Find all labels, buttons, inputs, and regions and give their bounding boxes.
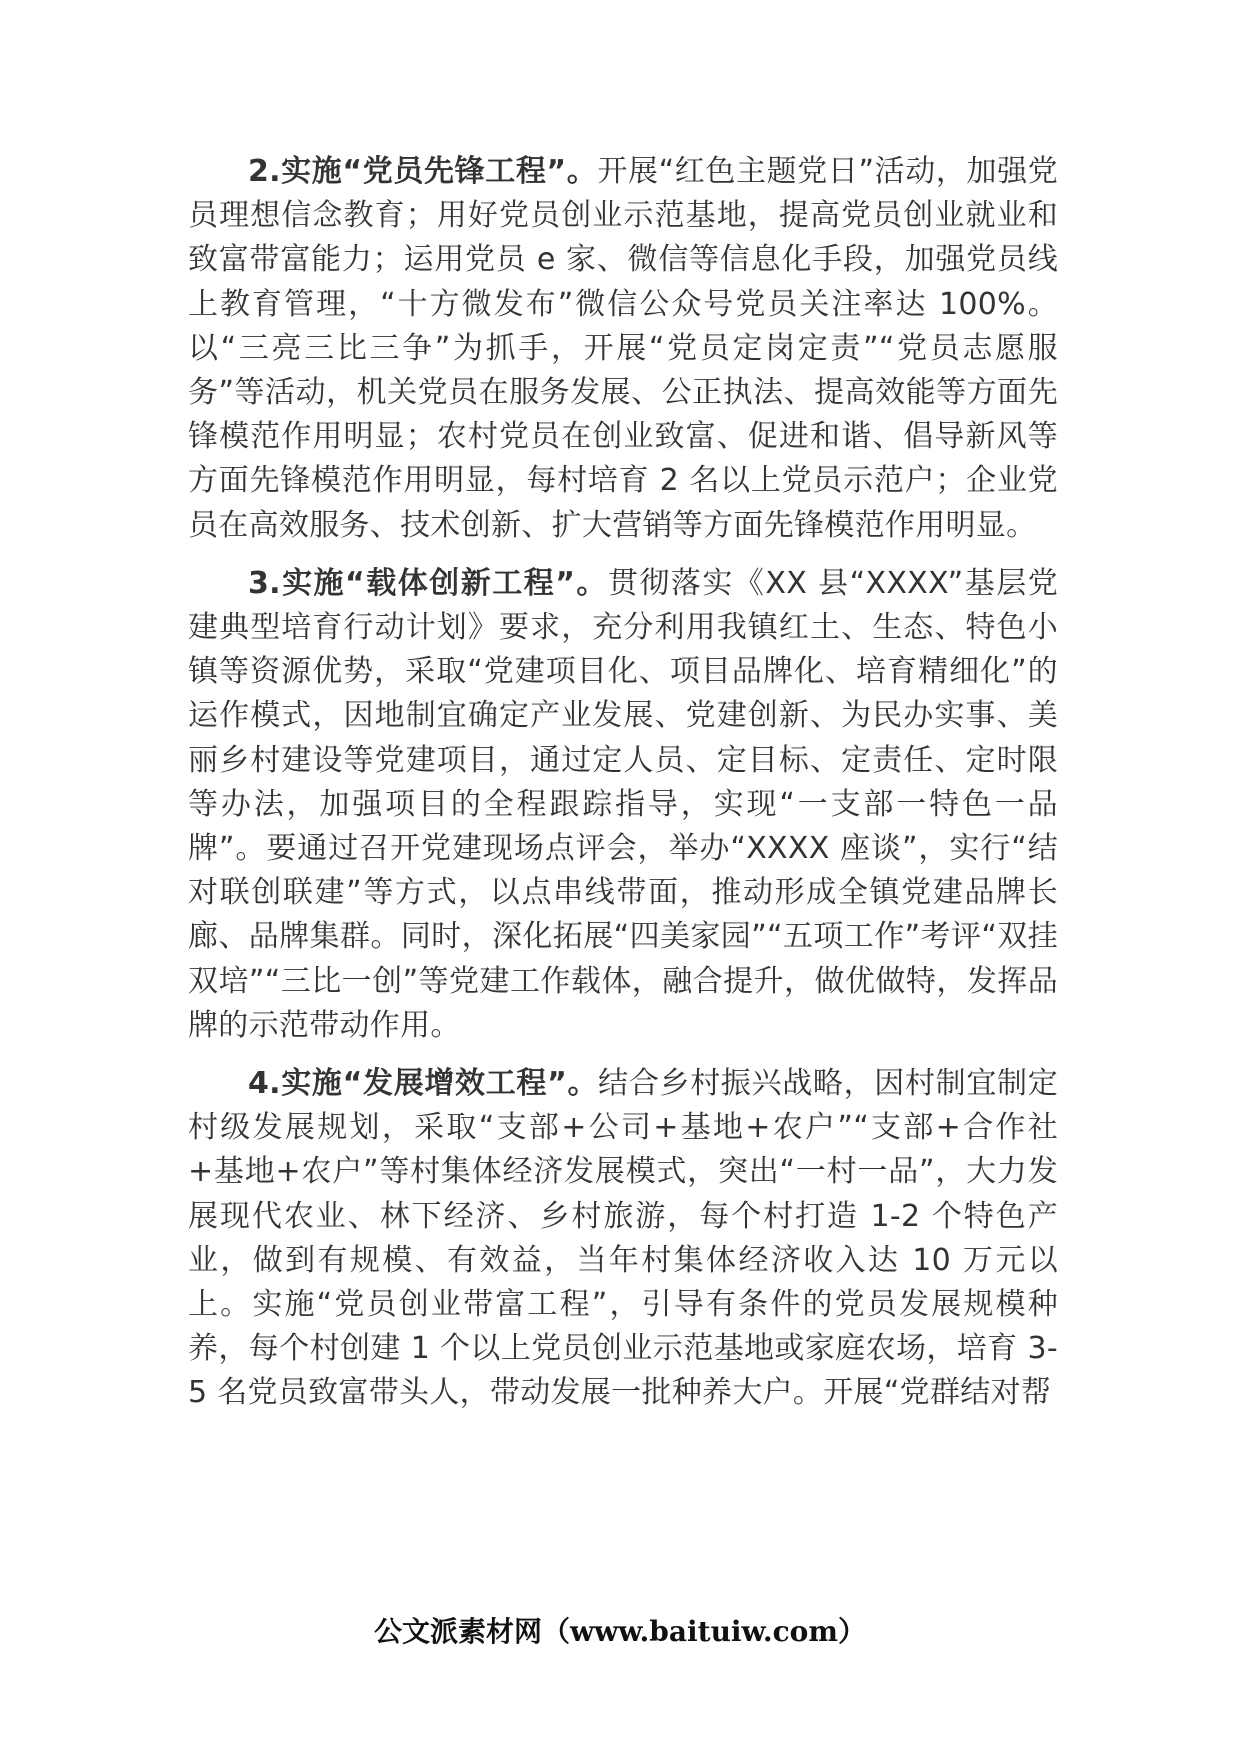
paragraph-heading: 4.实施“发展增效工程”。 (248, 1066, 599, 1102)
document-body (188, 150, 1058, 1430)
paragraph-pioneer-project (188, 150, 1058, 548)
paragraph-text: 贯彻落实《XX 县“XXXX”基层党建典型培育行动计划》要求，充分利用我镇红土、生态、特色小镇等资源优势，采取“党建项目化、项目品牌化、培育精细化”的运作模式，因地制宜确定产业发展、党建创新、为民办实事、美丽乡村建设等党建项目，通过定人员、定目标、定责任、定时限等办法，加强项目的全程跟踪指导，实现“一支部一特色一品牌”。要通过召开党建现场点评会，举办“XXXX 座谈”，实行“结对联创联建”等方式，以点串线带面，推动形成全镇党建品牌长廊、品牌集群。同时，深化拓展“四美家园”“五项工作”考评“双挂双培”“三比一创”等党建工作载体，融合提升，做优做特，发挥品牌的示范带动作用。 (188, 565, 1058, 1043)
paragraph-text: 结合乡村振兴战略，因村制宜制定村级发展规划，采取“支部+公司+基地+农户”“支部+合作社+基地+农户”等村集体经济发展模式，突出“一村一品”，大力发展现代农业、林下经济、乡村旅游，每个村打造 1-2 个特色产业，做到有规模、有效益，当年村集体经济收入达 10 万元以上。实施“党员创业带富工程”，引导有条件的党员发展规模种养，每个村创建 1 个以上党员创业示范基地或家庭农场，培育 3-5 名党员致富带头人，带动发展一批种养大户。开展“党群结对帮 (188, 1066, 1058, 1411)
paragraph-heading: 3.实施“载体创新工程”。 (248, 565, 608, 601)
paragraph-text: 开展“红色主题党日”活动，加强党员理想信念教育；用好党员创业示范基地，提高党员创业就业和致富带富能力；运用党员 e 家、微信等信息化手段，加强党员线上教育管理，“十方微发布”微信公众号党员关注率达 100%。以“三亮三比三争”为抓手，开展“党员定岗定责”“党员志愿服务”等活动，机关党员在服务发展、公正执法、提高效能等方面先锋模范作用明显；农村党员在创业致富、促进和谐、倡导新风等方面先锋模范作用明显，每村培育 2 名以上党员示范户；企业党员在高效服务、技术创新、扩大营销等方面先锋模范作用明显。 (188, 154, 1058, 543)
paragraph-heading: 2.实施“党员先锋工程”。 (248, 154, 598, 189)
page-footer: 公文派素材网（www.baituiw.com） (374, 1615, 866, 1648)
paragraph-development-efficiency-project (188, 1062, 1058, 1416)
paragraph-carrier-innovation-project (188, 562, 1058, 1048)
